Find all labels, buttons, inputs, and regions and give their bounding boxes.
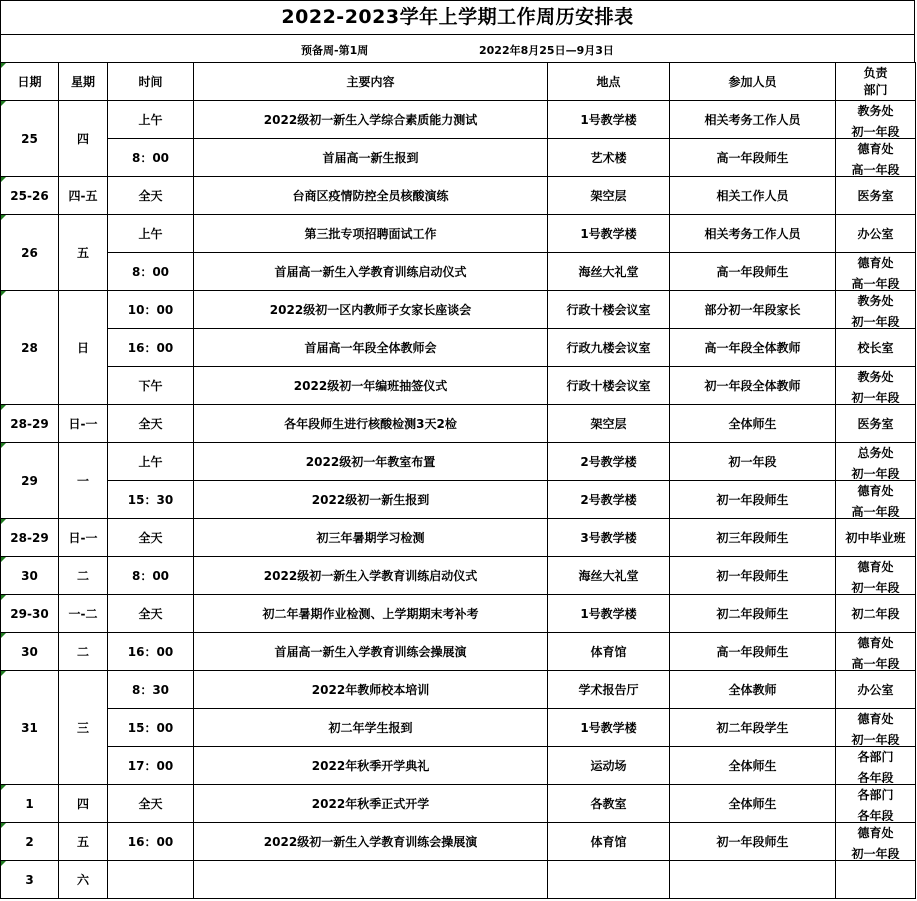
place-cell: 2号教学楼 (548, 481, 670, 519)
table-row (1, 253, 916, 291)
content-cell: 台商区疫情防控全员核酸演练 (194, 177, 548, 215)
table-row (1, 367, 916, 405)
dept-cell (836, 405, 916, 443)
date-range: 2022年8月25日—9月3日 (479, 44, 614, 57)
people-cell: 高一年段全体教师 (670, 329, 836, 367)
weekday-cell: 六 (59, 861, 108, 899)
weekday-cell: 四-五 (59, 177, 108, 215)
weekday-cell: 日-一 (59, 519, 108, 557)
people-cell: 初二年段学生 (670, 709, 836, 747)
dept-cell (836, 177, 916, 215)
date-cell: 31 (1, 671, 59, 785)
place-cell: 行政十楼会议室 (548, 291, 670, 329)
place-cell: 架空层 (548, 405, 670, 443)
weekday-cell: 四 (59, 785, 108, 823)
dept-line: 高一年段 (851, 656, 900, 669)
people-cell: 初二年段师生 (670, 595, 836, 633)
time-cell: 下午 (108, 367, 194, 405)
time-cell: 8：00 (108, 139, 194, 177)
place-cell: 海丝大礼堂 (548, 557, 670, 595)
weekday-cell: 日 (59, 291, 108, 405)
place-cell: 学术报告厅 (548, 671, 670, 709)
header-row (1, 63, 916, 101)
dept-line: 德育处 (857, 483, 894, 498)
dept-cell (836, 329, 916, 367)
dept-line: 德育处 (857, 559, 894, 574)
weekday-cell: 一-二 (59, 595, 108, 633)
table-row (1, 291, 916, 329)
people-cell: 相关考务工作人员 (670, 101, 836, 139)
dept-line: 医务室 (857, 188, 894, 203)
time-cell: 全天 (108, 785, 194, 823)
table-row (1, 595, 916, 633)
place-cell: 各教室 (548, 785, 670, 823)
weekday-cell: 一 (59, 443, 108, 519)
content-cell: 首届高一年段全体教师会 (194, 329, 548, 367)
people-cell: 初一年段全体教师 (670, 367, 836, 405)
place-cell: 1号教学楼 (548, 595, 670, 633)
dept-line: 各部门 (857, 787, 894, 802)
content-cell: 2022级初一区内教师子女家长座谈会 (194, 291, 548, 329)
weekday-cell: 二 (59, 633, 108, 671)
people-cell (670, 861, 836, 899)
content-cell (194, 861, 548, 899)
table-row (1, 557, 916, 595)
place-cell: 1号教学楼 (548, 709, 670, 747)
date-cell: 28 (1, 291, 59, 405)
subtitle-row (0, 35, 915, 62)
people-cell: 全体师生 (670, 785, 836, 823)
time-cell: 上午 (108, 215, 194, 253)
people-cell: 初一年段 (670, 443, 836, 481)
dept-line: 初一年段 (851, 466, 900, 479)
content-cell: 初三年暑期学习检测 (194, 519, 548, 557)
dept-line: 办公室 (857, 226, 894, 241)
dept-line: 高一年段 (851, 276, 900, 289)
date-cell: 29-30 (1, 595, 59, 633)
dept-cell (836, 367, 916, 405)
time-cell: 16：00 (108, 823, 194, 861)
dept-line: 初一年段 (851, 314, 900, 327)
time-cell: 15：00 (108, 709, 194, 747)
table-row (1, 671, 916, 709)
place-cell: 体育馆 (548, 823, 670, 861)
header-date: 日期 (1, 63, 59, 101)
week-label: 预备周-第1周 (301, 44, 369, 57)
dept-cell (836, 595, 916, 633)
date-cell: 25 (1, 101, 59, 177)
weekday-cell: 五 (59, 823, 108, 861)
people-cell: 高一年段师生 (670, 139, 836, 177)
place-cell: 3号教学楼 (548, 519, 670, 557)
weekday-cell: 四 (59, 101, 108, 177)
dept-cell (836, 481, 916, 519)
dept-cell (836, 709, 916, 747)
content-cell: 2022级初一年编班抽签仪式 (194, 367, 548, 405)
time-cell: 全天 (108, 177, 194, 215)
table-row (1, 823, 916, 861)
place-cell: 运动场 (548, 747, 670, 785)
dept-cell (836, 861, 916, 899)
place-cell: 海丝大礼堂 (548, 253, 670, 291)
content-cell: 初二年暑期作业检测、上学期期末考补考 (194, 595, 548, 633)
table-row (1, 861, 916, 899)
date-cell: 28-29 (1, 519, 59, 557)
table-row (1, 405, 916, 443)
dept-cell (836, 139, 916, 177)
content-cell: 2022级初一新生入学教育训练启动仪式 (194, 557, 548, 595)
time-cell: 上午 (108, 443, 194, 481)
date-cell: 25-26 (1, 177, 59, 215)
people-cell: 相关工作人员 (670, 177, 836, 215)
table-row (1, 519, 916, 557)
weekday-cell: 五 (59, 215, 108, 291)
place-cell: 艺术楼 (548, 139, 670, 177)
schedule-table (0, 62, 916, 899)
content-cell: 首届高一新生报到 (194, 139, 548, 177)
content-cell: 初二年学生报到 (194, 709, 548, 747)
header-dept-label: 负责部门 (863, 66, 888, 97)
dept-line: 初中毕业班 (845, 530, 906, 545)
dept-line: 高一年段 (851, 162, 900, 175)
people-cell: 初三年段师生 (670, 519, 836, 557)
table-row (1, 215, 916, 253)
time-cell: 8：00 (108, 557, 194, 595)
time-cell: 17：00 (108, 747, 194, 785)
header-place: 地点 (548, 63, 670, 101)
dept-line: 初一年段 (851, 846, 900, 859)
table-row (1, 139, 916, 177)
dept-cell (836, 557, 916, 595)
people-cell: 初一年段师生 (670, 557, 836, 595)
place-cell: 1号教学楼 (548, 101, 670, 139)
content-cell: 各年段师生进行核酸检测3天2检 (194, 405, 548, 443)
date-cell: 28-29 (1, 405, 59, 443)
content-cell: 首届高一新生入学教育训练启动仪式 (194, 253, 548, 291)
time-cell: 16：00 (108, 329, 194, 367)
dept-line: 德育处 (857, 635, 894, 650)
content-cell: 2022级初一新生入学综合素质能力测试 (194, 101, 548, 139)
time-cell: 15：30 (108, 481, 194, 519)
dept-line: 各年段 (857, 808, 894, 821)
people-cell: 全体师生 (670, 405, 836, 443)
dept-line: 医务室 (857, 416, 894, 431)
header-content: 主要内容 (194, 63, 548, 101)
dept-line: 初二年段 (851, 606, 900, 621)
dept-line: 德育处 (857, 141, 894, 156)
dept-line: 教务处 (857, 369, 894, 384)
dept-cell (836, 747, 916, 785)
dept-cell (836, 519, 916, 557)
dept-line: 初一年段 (851, 390, 900, 403)
place-cell: 2号教学楼 (548, 443, 670, 481)
table-row (1, 633, 916, 671)
content-cell: 第三批专项招聘面试工作 (194, 215, 548, 253)
table-row (1, 785, 916, 823)
weekday-cell: 三 (59, 671, 108, 785)
date-cell: 30 (1, 633, 59, 671)
table-row (1, 481, 916, 519)
dept-cell (836, 633, 916, 671)
time-cell: 10：00 (108, 291, 194, 329)
dept-cell (836, 823, 916, 861)
content-cell: 2022级初一新生报到 (194, 481, 548, 519)
place-cell: 行政十楼会议室 (548, 367, 670, 405)
content-cell: 首届高一新生入学教育训练会操展演 (194, 633, 548, 671)
table-row (1, 101, 916, 139)
time-cell: 8：30 (108, 671, 194, 709)
place-cell: 体育馆 (548, 633, 670, 671)
dept-line: 初一年段 (851, 580, 900, 593)
place-cell: 1号教学楼 (548, 215, 670, 253)
time-cell: 全天 (108, 519, 194, 557)
dept-cell (836, 671, 916, 709)
dept-line: 高一年段 (851, 504, 900, 517)
table-row (1, 443, 916, 481)
page-title: 2022-2023学年上学期工作周历安排表 (0, 0, 915, 35)
table-row (1, 709, 916, 747)
dept-line: 德育处 (857, 255, 894, 270)
date-cell: 1 (1, 785, 59, 823)
people-cell: 全体师生 (670, 747, 836, 785)
content-cell: 2022年秋季开学典礼 (194, 747, 548, 785)
table-row (1, 329, 916, 367)
header-dept (836, 63, 916, 101)
date-cell: 29 (1, 443, 59, 519)
content-cell: 2022级初一新生入学教育训练会操展演 (194, 823, 548, 861)
dept-cell (836, 215, 916, 253)
date-cell: 2 (1, 823, 59, 861)
time-cell: 8：00 (108, 253, 194, 291)
dept-line: 各年段 (857, 770, 894, 783)
dept-line: 教务处 (857, 103, 894, 118)
people-cell: 部分初一年段家长 (670, 291, 836, 329)
place-cell: 架空层 (548, 177, 670, 215)
weekday-cell: 日-一 (59, 405, 108, 443)
table-row (1, 747, 916, 785)
dept-line: 办公室 (857, 682, 894, 697)
dept-line: 总务处 (857, 445, 894, 460)
time-cell: 16：00 (108, 633, 194, 671)
people-cell: 高一年段师生 (670, 633, 836, 671)
dept-line: 教务处 (857, 293, 894, 308)
dept-line: 德育处 (857, 825, 894, 840)
header-time: 时间 (108, 63, 194, 101)
dept-line: 校长室 (857, 340, 894, 355)
people-cell: 初一年段师生 (670, 823, 836, 861)
dept-cell (836, 443, 916, 481)
dept-line: 德育处 (857, 711, 894, 726)
content-cell: 2022年秋季正式开学 (194, 785, 548, 823)
people-cell: 初一年段师生 (670, 481, 836, 519)
time-cell (108, 861, 194, 899)
people-cell: 相关考务工作人员 (670, 215, 836, 253)
weekday-cell: 二 (59, 557, 108, 595)
dept-cell (836, 253, 916, 291)
date-cell: 3 (1, 861, 59, 899)
dept-cell (836, 101, 916, 139)
place-cell: 行政九楼会议室 (548, 329, 670, 367)
header-people: 参加人员 (670, 63, 836, 101)
header-weekday: 星期 (59, 63, 108, 101)
dept-cell (836, 785, 916, 823)
time-cell: 全天 (108, 595, 194, 633)
dept-line: 初一年段 (851, 732, 900, 745)
dept-cell (836, 291, 916, 329)
dept-line: 各部门 (857, 749, 894, 764)
place-cell (548, 861, 670, 899)
people-cell: 全体教师 (670, 671, 836, 709)
date-cell: 26 (1, 215, 59, 291)
content-cell: 2022年教师校本培训 (194, 671, 548, 709)
dept-line: 初一年段 (851, 124, 900, 137)
time-cell: 上午 (108, 101, 194, 139)
people-cell: 高一年段师生 (670, 253, 836, 291)
content-cell: 2022级初一年教室布置 (194, 443, 548, 481)
time-cell: 全天 (108, 405, 194, 443)
table-row (1, 177, 916, 215)
date-cell: 30 (1, 557, 59, 595)
